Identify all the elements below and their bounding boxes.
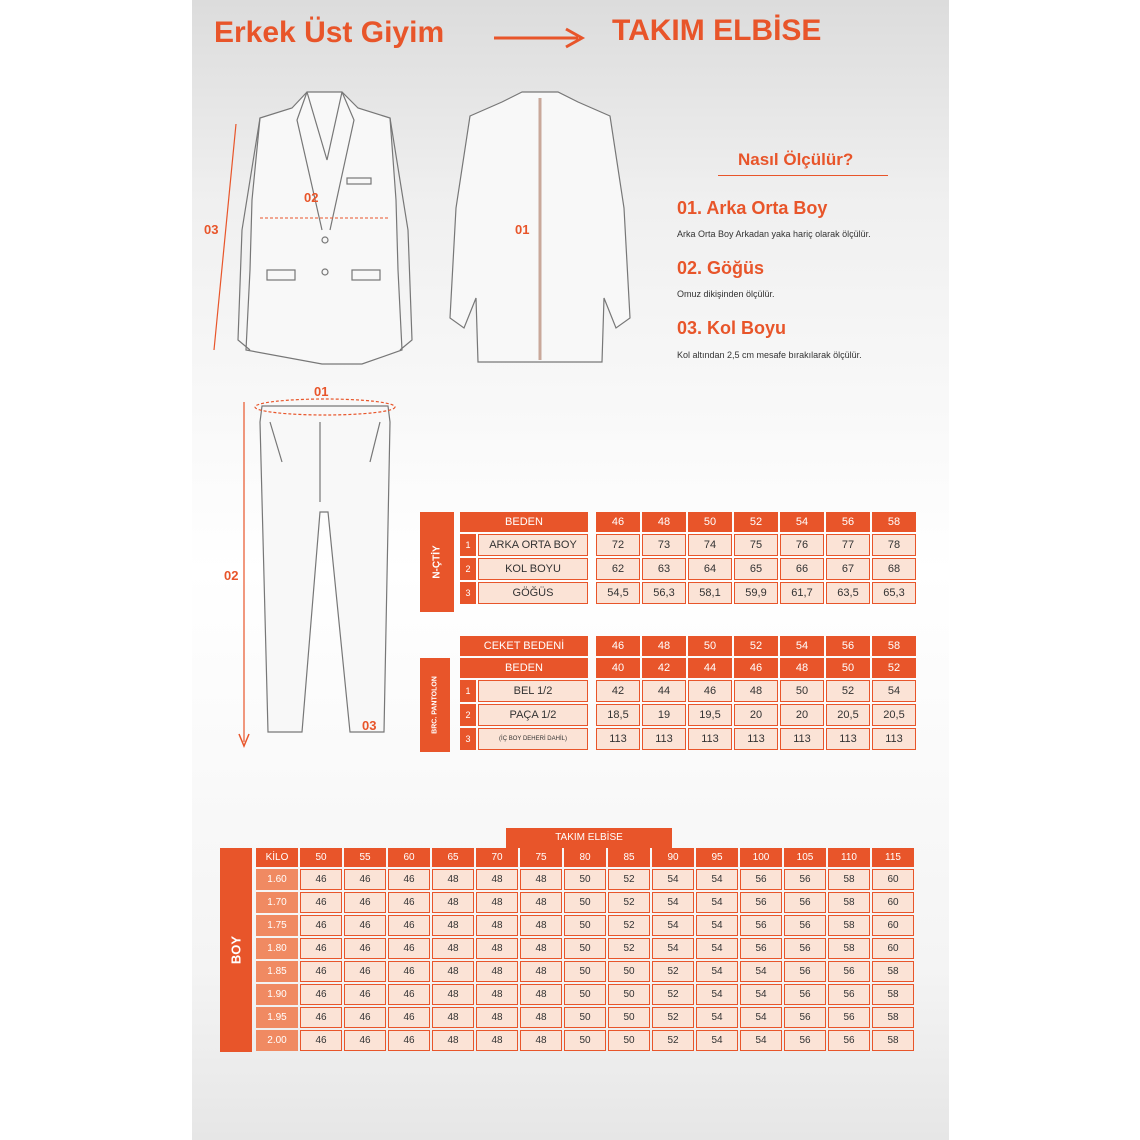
table-cell: 48 — [476, 1030, 518, 1051]
table-cell: 46 — [344, 984, 386, 1005]
table-cell: 113 — [872, 728, 916, 750]
table-cell: 20,5 — [826, 704, 870, 726]
table-cell: 48 — [520, 915, 562, 936]
table-cell: 20,5 — [872, 704, 916, 726]
table-cell: 52 — [652, 1030, 694, 1051]
table-cell: 44 — [642, 680, 686, 702]
table-cell: 48 — [432, 961, 474, 982]
boy-cell: 1.75 — [256, 915, 298, 936]
header-cell: 42 — [642, 658, 686, 678]
spacer — [590, 534, 594, 556]
kilo-cell: 85 — [608, 848, 650, 867]
table-cell: 56 — [828, 1007, 870, 1028]
table-cell: 52 — [608, 938, 650, 959]
jacket-front-label-02: 02 — [304, 190, 319, 205]
kilo-cell: 115 — [872, 848, 914, 867]
table-cell: 20 — [780, 704, 824, 726]
table-cell: 52 — [608, 915, 650, 936]
jacket-size: 46 — [596, 512, 640, 532]
table-cell: 52 — [652, 984, 694, 1005]
table-cell: 50 — [564, 1007, 606, 1028]
table-cell: 113 — [734, 728, 778, 750]
table-header-row — [460, 658, 916, 678]
table-cell: 56 — [740, 915, 782, 936]
table-cell: 50 — [564, 1030, 606, 1051]
table-cell: 52 — [652, 961, 694, 982]
jacket-size: 48 — [642, 512, 686, 532]
table-cell: 46 — [300, 1007, 342, 1028]
table-cell: 59,9 — [734, 582, 778, 604]
kilo-cell: 70 — [476, 848, 518, 867]
table-row — [460, 704, 916, 726]
table-cell: 56 — [828, 984, 870, 1005]
boy-cell: 1.85 — [256, 961, 298, 982]
table-cell: 46 — [300, 1030, 342, 1051]
table-row — [460, 728, 916, 750]
pants-label-01: 01 — [314, 384, 329, 399]
header-cell: 52 — [872, 658, 916, 678]
jacket-back-label-01: 01 — [515, 222, 530, 237]
table-cell: 20 — [734, 704, 778, 726]
table-cell: 46 — [344, 961, 386, 982]
table-cell: 46 — [300, 869, 342, 890]
table-cell: 46 — [388, 1007, 430, 1028]
table-cell: 58 — [828, 915, 870, 936]
how-title-underline — [718, 175, 888, 176]
table-cell: 46 — [344, 915, 386, 936]
header-cell: 48 — [780, 658, 824, 678]
table-cell: 48 — [476, 938, 518, 959]
table-cell: 56 — [784, 938, 826, 959]
jacket-front-illustration — [212, 80, 442, 375]
table-cell: 19,5 — [688, 704, 732, 726]
table-cell: 48 — [520, 1030, 562, 1051]
table-cell: 48 — [432, 1030, 474, 1051]
header-cell: 54 — [780, 636, 824, 656]
jacket-back-illustration — [442, 88, 632, 368]
table-cell: 56 — [784, 892, 826, 913]
boy-cell: 1.80 — [256, 938, 298, 959]
table-cell: 54 — [872, 680, 916, 702]
kilo-cell: 80 — [564, 848, 606, 867]
header-cell: 52 — [734, 636, 778, 656]
table-cell: 52 — [826, 680, 870, 702]
table-cell: 50 — [608, 961, 650, 982]
table-cell: 46 — [344, 1007, 386, 1028]
table-cell: 48 — [520, 892, 562, 913]
header-cell: 40 — [596, 658, 640, 678]
table-row — [256, 961, 914, 982]
table-row — [256, 915, 914, 936]
table-cell: 48 — [520, 938, 562, 959]
step-3-title: 03. Kol Boyu — [677, 318, 787, 338]
table-cell: 56 — [784, 961, 826, 982]
table-cell: 73 — [642, 534, 686, 556]
header-cell: 48 — [642, 636, 686, 656]
table-cell: 48 — [734, 680, 778, 702]
header-cell: 56 — [826, 636, 870, 656]
table-cell: 67 — [826, 558, 870, 580]
header-cell: 46 — [596, 636, 640, 656]
spacer — [590, 704, 594, 726]
table-cell: 58 — [872, 1030, 914, 1051]
table-cell: 48 — [520, 869, 562, 890]
kilo-cell: 105 — [784, 848, 826, 867]
header-cell: 58 — [872, 636, 916, 656]
table-cell: 46 — [388, 938, 430, 959]
header-left-title: Erkek Üst Giyim — [214, 16, 445, 49]
table-cell: 54,5 — [596, 582, 640, 604]
table-row — [256, 869, 914, 890]
table-cell: 60 — [872, 869, 914, 890]
header-label: CEKET BEDENİ — [460, 636, 588, 656]
table-row — [256, 1030, 914, 1051]
table-cell: 66 — [780, 558, 824, 580]
row-label: BEL 1/2 — [478, 680, 588, 702]
table-cell: 61,7 — [780, 582, 824, 604]
jacket-size: 54 — [780, 512, 824, 532]
table-row — [256, 938, 914, 959]
header-right-title: TAKIM ELBİSE — [612, 14, 822, 47]
table-cell: 54 — [696, 961, 738, 982]
table-row — [256, 984, 914, 1005]
jacket-size: 52 — [734, 512, 778, 532]
table-cell: 52 — [608, 892, 650, 913]
table-cell: 65 — [734, 558, 778, 580]
kilo-cell: 110 — [828, 848, 870, 867]
row-number: 1 — [460, 680, 476, 702]
table-cell: 46 — [344, 1030, 386, 1051]
table-cell: 54 — [696, 869, 738, 890]
step-1-desc: Arka Orta Boy Arkadan yaka hariç olarak ölçülür. — [677, 229, 871, 239]
table-cell: 60 — [872, 892, 914, 913]
row-label: ARKA ORTA BOY — [478, 534, 588, 556]
header-cell: 44 — [688, 658, 732, 678]
table-cell: 46 — [388, 984, 430, 1005]
table-cell: 56 — [828, 1030, 870, 1051]
table-cell: 58 — [828, 892, 870, 913]
row-label: GÖĞÜS — [478, 582, 588, 604]
suit-size-table — [254, 846, 916, 1053]
table-cell: 48 — [476, 869, 518, 890]
kilo-cell: 95 — [696, 848, 738, 867]
table-cell: 46 — [300, 938, 342, 959]
table-row — [460, 534, 916, 556]
table-cell: 19 — [642, 704, 686, 726]
table-cell: 56 — [784, 1007, 826, 1028]
table-cell: 52 — [608, 869, 650, 890]
table-cell: 56,3 — [642, 582, 686, 604]
table-cell: 48 — [432, 915, 474, 936]
row-label: (İÇ BOY DEHERİ DAHİL) — [478, 728, 588, 750]
table-cell: 18,5 — [596, 704, 640, 726]
table-cell: 48 — [432, 1007, 474, 1028]
table-cell: 54 — [740, 984, 782, 1005]
table-cell: 48 — [432, 938, 474, 959]
jacket-size: 56 — [826, 512, 870, 532]
table-cell: 113 — [688, 728, 732, 750]
table-cell: 54 — [696, 984, 738, 1005]
table-cell: 50 — [564, 869, 606, 890]
table-cell: 48 — [520, 1007, 562, 1028]
table-cell: 54 — [696, 892, 738, 913]
table-cell: 58 — [872, 1007, 914, 1028]
boy-cell: 1.70 — [256, 892, 298, 913]
table-cell: 77 — [826, 534, 870, 556]
table-row — [460, 582, 916, 604]
table-cell: 46 — [388, 961, 430, 982]
kilo-cell: 55 — [344, 848, 386, 867]
row-number: 3 — [460, 728, 476, 750]
table-cell: 65,3 — [872, 582, 916, 604]
table-cell: 50 — [564, 892, 606, 913]
table-cell: 46 — [344, 869, 386, 890]
table-cell: 48 — [476, 915, 518, 936]
table-cell: 113 — [826, 728, 870, 750]
suit-table-title: TAKIM ELBİSE — [506, 828, 672, 848]
header-arrow-icon — [492, 26, 592, 50]
table-cell: 54 — [652, 892, 694, 913]
boy-cell: 2.00 — [256, 1030, 298, 1051]
kilo-cell: 75 — [520, 848, 562, 867]
spacer — [590, 582, 594, 604]
table-cell: 68 — [872, 558, 916, 580]
table-cell: 52 — [652, 1007, 694, 1028]
header-cell: 46 — [734, 658, 778, 678]
table-cell: 58 — [872, 961, 914, 982]
table-cell: 48 — [432, 984, 474, 1005]
table-row — [256, 1007, 914, 1028]
table-cell: 54 — [696, 1007, 738, 1028]
table-cell: 64 — [688, 558, 732, 580]
table-cell: 54 — [740, 961, 782, 982]
table-cell: 54 — [696, 1030, 738, 1051]
table-cell: 48 — [432, 869, 474, 890]
table-cell: 42 — [596, 680, 640, 702]
table-cell: 54 — [696, 938, 738, 959]
table-cell: 46 — [300, 984, 342, 1005]
table-cell: 63,5 — [826, 582, 870, 604]
boy-cell: 1.60 — [256, 869, 298, 890]
header-cell: 50 — [688, 636, 732, 656]
spacer — [590, 680, 594, 702]
suit-table-side-label: BOY — [220, 848, 252, 1052]
table-cell: 46 — [388, 892, 430, 913]
table-cell: 54 — [652, 938, 694, 959]
jacket-size: 50 — [688, 512, 732, 532]
row-number: 3 — [460, 582, 476, 604]
table-cell: 50 — [564, 961, 606, 982]
table-header-row — [256, 848, 914, 867]
boy-cell: 1.95 — [256, 1007, 298, 1028]
kilo-cell: 100 — [740, 848, 782, 867]
table-cell: 50 — [608, 984, 650, 1005]
pants-size-table — [458, 634, 918, 752]
spacer — [590, 636, 594, 656]
table-cell: 58,1 — [688, 582, 732, 604]
jacket-table-tag: N-ÇTİY — [420, 512, 454, 612]
step-2-title: 02. Göğüs — [677, 258, 765, 278]
table-cell: 50 — [564, 984, 606, 1005]
table-cell: 58 — [828, 869, 870, 890]
table-cell: 50 — [608, 1007, 650, 1028]
table-cell: 48 — [520, 961, 562, 982]
step-2-desc: Omuz dikişinden ölçülür. — [677, 289, 775, 299]
table-cell: 78 — [872, 534, 916, 556]
step-3-desc: Kol altından 2,5 cm mesafe bırakılarak ölçülür. — [677, 350, 862, 360]
table-cell: 46 — [344, 938, 386, 959]
table-cell: 48 — [476, 961, 518, 982]
table-cell: 58 — [872, 984, 914, 1005]
table-cell: 54 — [696, 915, 738, 936]
row-number: 2 — [460, 704, 476, 726]
table-cell: 56 — [740, 869, 782, 890]
jacket-size-table — [458, 510, 918, 606]
table-cell: 56 — [828, 961, 870, 982]
table-cell: 46 — [388, 869, 430, 890]
table-cell: 75 — [734, 534, 778, 556]
table-cell: 113 — [642, 728, 686, 750]
table-row — [256, 892, 914, 913]
size-guide-sheet — [192, 0, 949, 1140]
kilo-cell: 50 — [300, 848, 342, 867]
kilo-cell: 90 — [652, 848, 694, 867]
table-cell: 63 — [642, 558, 686, 580]
table-cell: 60 — [872, 938, 914, 959]
spacer — [590, 728, 594, 750]
table-cell: 60 — [872, 915, 914, 936]
table-cell: 54 — [652, 869, 694, 890]
jacket-front-label-03: 03 — [204, 222, 219, 237]
table-cell: 46 — [388, 915, 430, 936]
table-cell: 58 — [828, 938, 870, 959]
table-header-row — [460, 636, 916, 656]
spacer — [590, 658, 594, 678]
table-cell: 50 — [608, 1030, 650, 1051]
table-cell: 50 — [564, 915, 606, 936]
kilo-cell: 65 — [432, 848, 474, 867]
table-cell: 50 — [564, 938, 606, 959]
table-cell: 48 — [476, 1007, 518, 1028]
kilo-cell: 60 — [388, 848, 430, 867]
pants-table-tag: BRC. PANTOLON — [420, 658, 450, 752]
jacket-size: 58 — [872, 512, 916, 532]
kilo-label: KİLO — [256, 848, 298, 867]
pants-label-03: 03 — [362, 718, 377, 733]
table-cell: 46 — [688, 680, 732, 702]
table-cell: 46 — [300, 961, 342, 982]
table-row — [460, 558, 916, 580]
table-cell: 48 — [432, 892, 474, 913]
table-cell: 46 — [388, 1030, 430, 1051]
boy-cell: 1.90 — [256, 984, 298, 1005]
table-row — [460, 680, 916, 702]
table-cell: 74 — [688, 534, 732, 556]
table-cell: 50 — [780, 680, 824, 702]
row-number: 1 — [460, 534, 476, 556]
pants-label-02: 02 — [224, 568, 239, 583]
table-cell: 56 — [784, 1030, 826, 1051]
table-cell: 46 — [300, 892, 342, 913]
table-cell: 48 — [520, 984, 562, 1005]
table-cell: 56 — [740, 892, 782, 913]
row-number: 2 — [460, 558, 476, 580]
row-label: KOL BOYU — [478, 558, 588, 580]
table-cell: 113 — [596, 728, 640, 750]
table-cell: 56 — [784, 984, 826, 1005]
table-cell: 56 — [740, 938, 782, 959]
header-cell: 50 — [826, 658, 870, 678]
row-label: PAÇA 1/2 — [478, 704, 588, 726]
jacket-table-header-label: BEDEN — [460, 512, 588, 532]
table-cell: 46 — [300, 915, 342, 936]
spacer — [590, 558, 594, 580]
table-cell: 54 — [740, 1007, 782, 1028]
table-cell: 48 — [476, 892, 518, 913]
table-cell: 72 — [596, 534, 640, 556]
table-cell: 48 — [476, 984, 518, 1005]
table-cell: 46 — [344, 892, 386, 913]
step-1-title: 01. Arka Orta Boy — [677, 198, 828, 218]
header-label: BEDEN — [460, 658, 588, 678]
pants-illustration — [222, 392, 412, 762]
table-cell: 76 — [780, 534, 824, 556]
table-cell: 54 — [740, 1030, 782, 1051]
how-to-measure-title: Nasıl Ölçülür? — [738, 150, 854, 169]
table-cell: 56 — [784, 915, 826, 936]
table-cell: 113 — [780, 728, 824, 750]
table-cell: 54 — [652, 915, 694, 936]
table-cell: 62 — [596, 558, 640, 580]
table-cell: 56 — [784, 869, 826, 890]
